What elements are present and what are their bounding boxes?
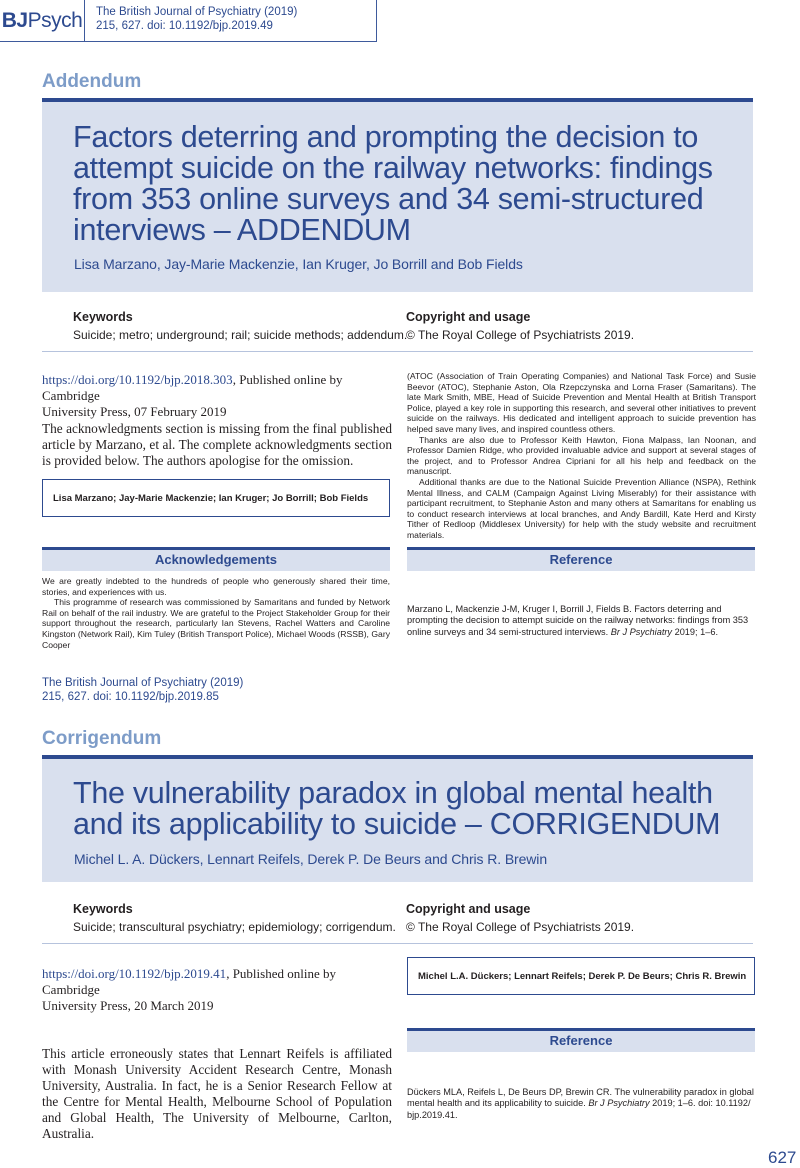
keywords-heading: Keywords <box>73 310 133 324</box>
ack-paragraph: We are greatly indebted to the hundreds of people who generously shared their time, stories, and experiences with us. <box>42 576 390 597</box>
addendum-doi-line <box>42 372 392 420</box>
copyright-text: © The Royal College of Psychiatrists 2019. <box>406 328 635 342</box>
copyright-text: © The Royal College of Psychiatrists 2019. <box>406 920 635 934</box>
corrigendum-reference-heading: Reference <box>407 1028 755 1052</box>
addendum-reference <box>407 604 755 638</box>
title-line: Factors deterring and prompting the decision to <box>73 120 699 154</box>
addendum-keywords-panel <box>42 292 753 352</box>
bjpsych-logo <box>0 0 85 41</box>
title-line: interviews – ADDENDUM <box>73 213 411 247</box>
keywords-block <box>73 902 396 934</box>
keywords-text: Suicide; metro; underground; rail; suicide methods; addendum. <box>73 328 408 342</box>
addendum-title-box <box>42 98 753 292</box>
page-number: 627 <box>768 1148 797 1167</box>
addendum-label: Addendum <box>42 71 142 92</box>
corrigendum-title <box>42 759 753 840</box>
reference-journal: Br J Psychiatry <box>610 626 673 637</box>
doi-published: , Published online by Cambridge <box>42 372 343 403</box>
corrigendum-doi-line <box>42 966 392 1014</box>
addendum-authors: Lisa Marzano, Jay-Marie Mackenzie, Ian Kruger, Jo Borrill and Bob Fields <box>74 256 523 272</box>
title-line: The vulnerability paradox in global mental health <box>73 776 713 810</box>
addendum-authorbox: Lisa Marzano; Jay-Marie Mackenzie; Ian Kruger; Jo Borrill; Bob Fields <box>42 479 390 517</box>
title-line: attempt suicide on the railway networks: findings <box>73 151 713 185</box>
logo-psych-text: Psych <box>27 8 83 32</box>
corrigendum-body: This article erroneously states that Lennart Reifels is affiliated with Monash University Accident Research Centre, Monash University, Australia. In fact, he is a Senior Research Fellow at the Centre for Mental Health, Melbourne School of Population and Global Health, The University of Melbourne, Carlton, Australia. <box>42 1046 392 1141</box>
title-line: and its applicability to suicide – CORRIGENDUM <box>73 807 721 841</box>
copyright-block <box>406 310 634 342</box>
addendum-reference-heading: Reference <box>407 547 755 571</box>
corrigendum-authors: Michel L. A. Dückers, Lennart Reifels, Derek P. De Beurs and Chris R. Brewin <box>74 851 548 867</box>
reference-tail: 2019; 1–6. doi: 10.1192/ bjp.2019.41. <box>407 1098 751 1120</box>
corrigendum-citation <box>42 676 243 704</box>
doi-link[interactable]: https://doi.org/10.1192/bjp.2019.41 <box>42 966 227 981</box>
ack-paragraph: Thanks are also due to Professor Keith Hawton, Fiona Malpass, Ian Noonan, and Professor Damien Ridge, who provided invaluable advice and support at several stages of the project, and to Professor Andrea Cipriani for all his help and feedback on the manuscript. <box>407 434 756 477</box>
reference-journal: Br J Psychiatry <box>588 1098 650 1109</box>
addendum-title <box>42 102 753 246</box>
keywords-text: Suicide; transcultural psychiatry; epidemiology; corrigendum. <box>73 920 396 934</box>
citation-line-1: The British Journal of Psychiatry (2019) <box>42 677 244 689</box>
doi-published: , Published online by Cambridge <box>42 966 336 997</box>
copyright-heading: Copyright and usage <box>406 310 531 324</box>
logo-bj-text: BJ <box>1 8 28 32</box>
citation-line-1: The British Journal of Psychiatry (2019) <box>96 6 298 18</box>
reference-text: Marzano L, Mackenzie J-M, Kruger I, Borrill J, Fields B. Factors deterring and prompting the decision to attempt suicide on the railway networks: findings from 353 online surveys and 34 semi-structured interviews. <box>407 604 749 637</box>
addendum-body: The acknowledgments section is missing from the final published article by Marzano, et al. The complete acknowledgments section is provided below. The authors apologise for the omission. <box>42 421 392 468</box>
doi-publisher: University Press, 07 February 2019 <box>42 404 227 419</box>
doi-publisher: University Press, 20 March 2019 <box>42 998 214 1013</box>
copyright-heading: Copyright and usage <box>406 902 531 916</box>
citation-line-2: 215, 627. doi: 10.1192/bjp.2019.49 <box>96 20 273 32</box>
doi-link[interactable]: https://doi.org/10.1192/bjp.2018.303 <box>42 372 233 387</box>
keywords-block <box>73 310 407 342</box>
reference-text: Dückers MLA, Reifels L, De Beurs DP, Brewin CR. The vulnerability paradox in global mental health and its applicability to suicide. <box>407 1087 754 1109</box>
citation-line-2: 215, 627. doi: 10.1192/bjp.2019.85 <box>42 691 219 703</box>
corrigendum-label: Corrigendum <box>42 728 162 749</box>
ack-continued <box>407 371 756 541</box>
corrigendum-reference <box>407 1087 755 1121</box>
title-line: from 353 online surveys and 34 semi-structured <box>73 182 704 216</box>
corrigendum-authorbox: Michel L.A. Dückers; Lennart Reifels; Derek P. De Beurs; Chris R. Brewin <box>407 957 755 995</box>
ack-paragraph: Additional thanks are due to the National Suicide Prevention Alliance (NSPA), Rethink Mental Illness, and CALM (Campaign Against Living Miserably) for their assistance with participant recruitment, to Stephanie Aston and many others at Samaritans for enabling us to conduct research interviews at local branches, and Andy Bardill, Kate Herd and Kirsty Tither of Redloop (Middlesex University) for help with the study website and recruitment materials. <box>407 476 756 540</box>
corrigendum-keywords-panel <box>42 882 753 944</box>
copyright-block <box>406 902 634 934</box>
journal-header <box>0 0 377 42</box>
acknowledgements-body <box>42 576 390 650</box>
ack-paragraph: (ATOC (Association of Train Operating Companies) and National Task Force) and Susie Beevor (ATOC), Stephanie Aston, Ola Rzepczynska and Lorna Fraser (Samaritans). The late Mark Smith, MBE, Head of Suicide Prevention and Mental Health at British Transport Police, played a key role in supporting this research, and several other initiatives to prevent suicide on the railways. His dedicated and intelligent approach to suicide prevention has helped save many lives, and inspired countless others. <box>407 371 756 434</box>
corrigendum-title-box <box>42 755 753 882</box>
ack-paragraph: This programme of research was commissioned by Samaritans and funded by Network Rail on behalf of the rail industry. We are grateful to the Project Stakeholder Group for their support throughout the research, particularly Ian Stevens, Rachel Watters and Caroline Kingston (Network Rail), Kim Tuley (British Transport Police), Michael Woods (RSSB), Gary Cooper <box>42 597 390 650</box>
journal-citation <box>85 0 297 41</box>
acknowledgements-heading: Acknowledgements <box>42 547 390 571</box>
keywords-heading: Keywords <box>73 902 133 916</box>
reference-tail: 2019; 1–6. <box>672 626 719 637</box>
